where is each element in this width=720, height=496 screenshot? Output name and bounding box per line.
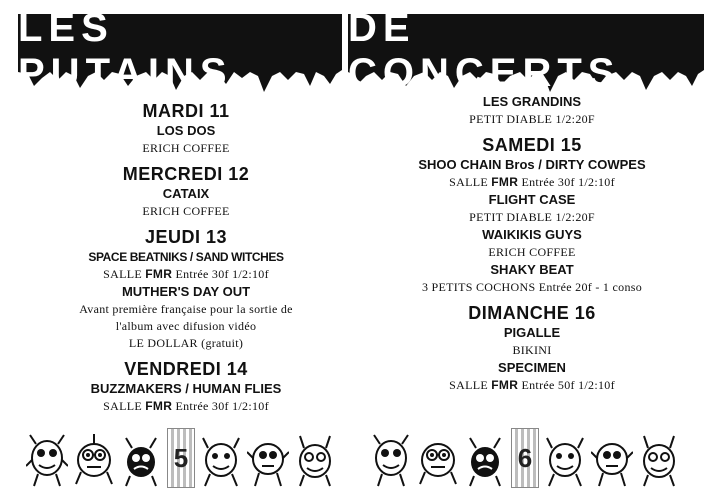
page-number-left: 5 xyxy=(167,428,195,488)
cartoon-bug-doodle-icon xyxy=(26,432,68,488)
venue-salle-fmr xyxy=(372,174,692,191)
day-heading-mardi: MARDI 11 xyxy=(142,101,230,121)
venue-petit-diable: PETIT DIABLE 1/2:20F xyxy=(469,112,595,126)
venue-fmr-label: FMR xyxy=(491,175,519,189)
page-number-right: 6 xyxy=(511,428,539,488)
band-buzzmakers: BUZZMAKERS / HUMAN FLIES xyxy=(90,381,282,396)
band-space-beatniks: SPACE BEATNIKS / SAND WITCHES xyxy=(88,250,284,264)
cartoon-bug-doodle-icon xyxy=(73,432,115,488)
venue-fmr-label: FMR xyxy=(145,267,173,281)
cartoon-bug-doodle-icon xyxy=(370,432,412,488)
doodle-row-left xyxy=(26,426,336,488)
venue-salle-label: SALLE xyxy=(103,399,142,413)
venue-salle-fmr xyxy=(24,266,348,283)
cartoon-bug-doodle-icon xyxy=(638,432,680,488)
band-shoo-chain: SHOO CHAIN Bros / DIRTY COWPES xyxy=(418,157,646,172)
venue-fmr-label: FMR xyxy=(491,378,519,392)
venue-bikini: BIKINI xyxy=(512,343,552,357)
venue-petit-diable: PETIT DIABLE 1/2:20F xyxy=(469,210,595,224)
band-waikikis-guys: WAIKIKIS GUYS xyxy=(482,227,582,242)
cartoon-bug-doodle-icon xyxy=(200,432,242,488)
cartoon-bug-doodle-icon xyxy=(544,432,586,488)
right-column xyxy=(372,93,692,394)
band-specimen: SPECIMEN xyxy=(498,360,566,375)
cartoon-bug-doodle-icon xyxy=(417,432,459,488)
venue-salle-fmr xyxy=(24,398,348,415)
venue-le-dollar: LE DOLLAR (gratuit) xyxy=(128,336,244,350)
cartoon-bug-doodle-icon xyxy=(464,432,506,488)
venue-fmr-label: FMR xyxy=(145,399,173,413)
venue-salle-fmr xyxy=(372,377,692,394)
day-heading-samedi: SAMEDI 15 xyxy=(482,135,582,155)
cartoon-bug-doodle-icon xyxy=(294,432,336,488)
banner-title-right: DE CONCERTS xyxy=(348,6,621,95)
venue-price: Entrée 30f 1/2:10f xyxy=(521,175,615,189)
venue-salle-label: SALLE xyxy=(449,175,488,189)
band-cataix: CATAIX xyxy=(162,186,210,201)
venue-price: Entrée 30f 1/2:10f xyxy=(175,267,269,281)
day-heading-vendredi: VENDREDI 14 xyxy=(124,359,248,379)
venue-erich-coffee: ERICH COFFEE xyxy=(142,141,230,155)
doodle-row-right xyxy=(370,426,680,488)
venue-price: Entrée 50f 1/2:10f xyxy=(521,378,615,392)
band-los-dos: LOS DOS xyxy=(156,123,216,138)
venue-salle-label: SALLE xyxy=(449,378,488,392)
band-muthers-day-out: MUTHER'S DAY OUT xyxy=(121,284,251,299)
banner-right xyxy=(348,6,704,98)
cartoon-bug-doodle-icon xyxy=(120,432,162,488)
band-les-grandins: LES GRANDINS xyxy=(482,94,582,109)
cartoon-bug-doodle-icon xyxy=(591,432,633,488)
venue-3-petits-cochons: 3 PETITS COCHONS Entrée 20f - 1 conso xyxy=(421,280,643,294)
note-line-2: l'album avec difusion vidéo xyxy=(115,319,257,333)
day-heading-jeudi: JEUDI 13 xyxy=(144,227,228,247)
venue-price: Entrée 30f 1/2:10f xyxy=(175,399,269,413)
banner-title-left: LES PUTAINS xyxy=(18,6,233,95)
band-pigalle: PIGALLE xyxy=(503,325,561,340)
left-column xyxy=(24,100,348,415)
day-heading-mercredi: MERCREDI 12 xyxy=(122,164,250,184)
venue-erich-coffee: ERICH COFFEE xyxy=(142,204,230,218)
venue-salle-label: SALLE xyxy=(103,267,142,281)
venue-erich-coffee: ERICH COFFEE xyxy=(488,245,576,259)
band-shaky-beat: SHAKY BEAT xyxy=(490,262,574,277)
band-flight-case: FLIGHT CASE xyxy=(488,192,576,207)
cartoon-bug-doodle-icon xyxy=(247,432,289,488)
day-heading-dimanche: DIMANCHE 16 xyxy=(468,303,596,323)
banner-left xyxy=(18,6,342,98)
note-line-1: Avant première française pour la sortie de xyxy=(79,302,293,316)
